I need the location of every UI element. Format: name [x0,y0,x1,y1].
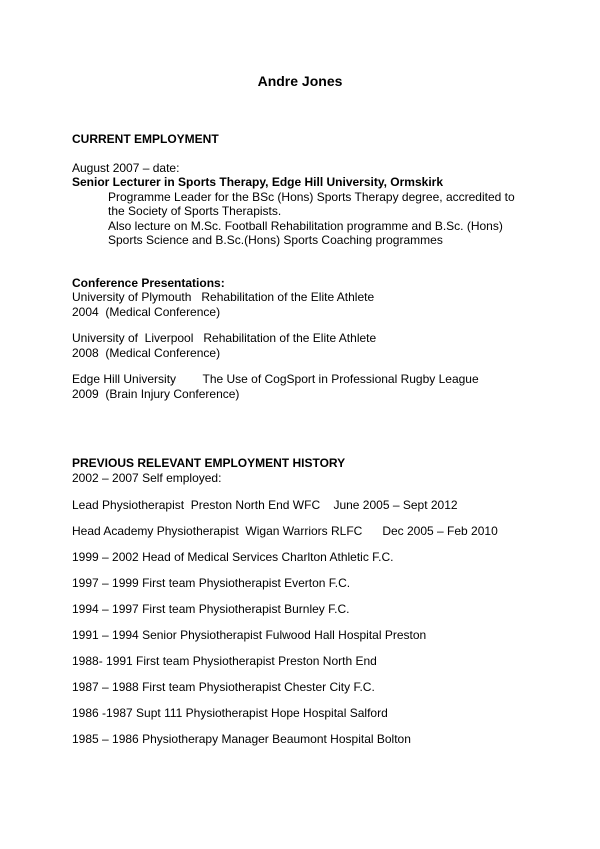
employment-role-title: Senior Lecturer in Sports Therapy, Edge Hill University, Ormskirk [72,175,443,189]
employment-role-details [72,190,528,248]
conference-year-type: 2008 (Medical Conference) [72,345,221,360]
employment-entry: 1991 – 1994 Senior Physiotherapist Fulwood Hall Hospital Preston [72,628,427,642]
role-detail-line: Programme Leader for the BSc (Hons) Sports Therapy degree, accredited to [108,189,515,204]
document-title: Andre Jones [257,73,343,89]
conference-item [72,372,528,401]
previous-employment-list [72,498,528,747]
conference-item [72,331,528,360]
employment-entry: 1999 – 2002 Head of Medical Services Charlton Athletic F.C. [72,550,394,564]
employment-entry: 1985 – 1986 Physiotherapy Manager Beaumont Hospital Bolton [72,732,411,746]
employment-entry: 1986 -1987 Supt 111 Physiotherapist Hope Hospital Salford [72,706,388,720]
previous-employment-heading: PREVIOUS RELEVANT EMPLOYMENT HISTORY [72,456,346,470]
employment-entry: 1997 – 1999 First team Physiotherapist Everton F.C. [72,576,351,590]
conference-venue-topic: University of Plymouth Rehabilitation of the Elite Athlete [72,290,375,304]
employment-date-range: August 2007 – date: [72,160,180,175]
employment-entry: Head Academy Physiotherapist Wigan Warriors RLFC Dec 2005 – Feb 2010 [72,524,498,538]
employment-entry: Lead Physiotherapist Preston North End WFC June 2005 – Sept 2012 [72,498,458,512]
conference-presentations-section [72,290,528,401]
current-employment-heading: CURRENT EMPLOYMENT [72,132,219,146]
employment-entry: 1988- 1991 First team Physiotherapist Preston North End [72,654,377,668]
conference-year-type: 2004 (Medical Conference) [72,304,221,319]
conference-item [72,290,528,319]
role-detail-line: the Society of Sports Therapists. [108,204,282,218]
previous-employment-subheading: 2002 – 2007 Self employed: [72,470,222,485]
employment-entry: 1987 – 1988 First team Physiotherapist Chester City F.C. [72,680,375,694]
conference-venue-topic: University of Liverpool Rehabilitation of the Elite Athlete [72,331,377,345]
conference-venue-topic: Edge Hill University The Use of CogSport in Professional Rugby League [72,372,479,386]
conference-year-type: 2009 (Brain Injury Conference) [72,386,240,401]
role-detail-line: Sports Science and B.Sc.(Hons) Sports Coaching programmes [108,233,443,247]
current-employment-section [72,161,528,248]
role-detail-line: Also lecture on M.Sc. Football Rehabilitation programme and B.Sc. (Hons) [108,218,503,233]
conference-presentations-heading: Conference Presentations: [72,275,225,290]
employment-entry: 1994 – 1997 First team Physiotherapist Burnley F.C. [72,602,350,616]
